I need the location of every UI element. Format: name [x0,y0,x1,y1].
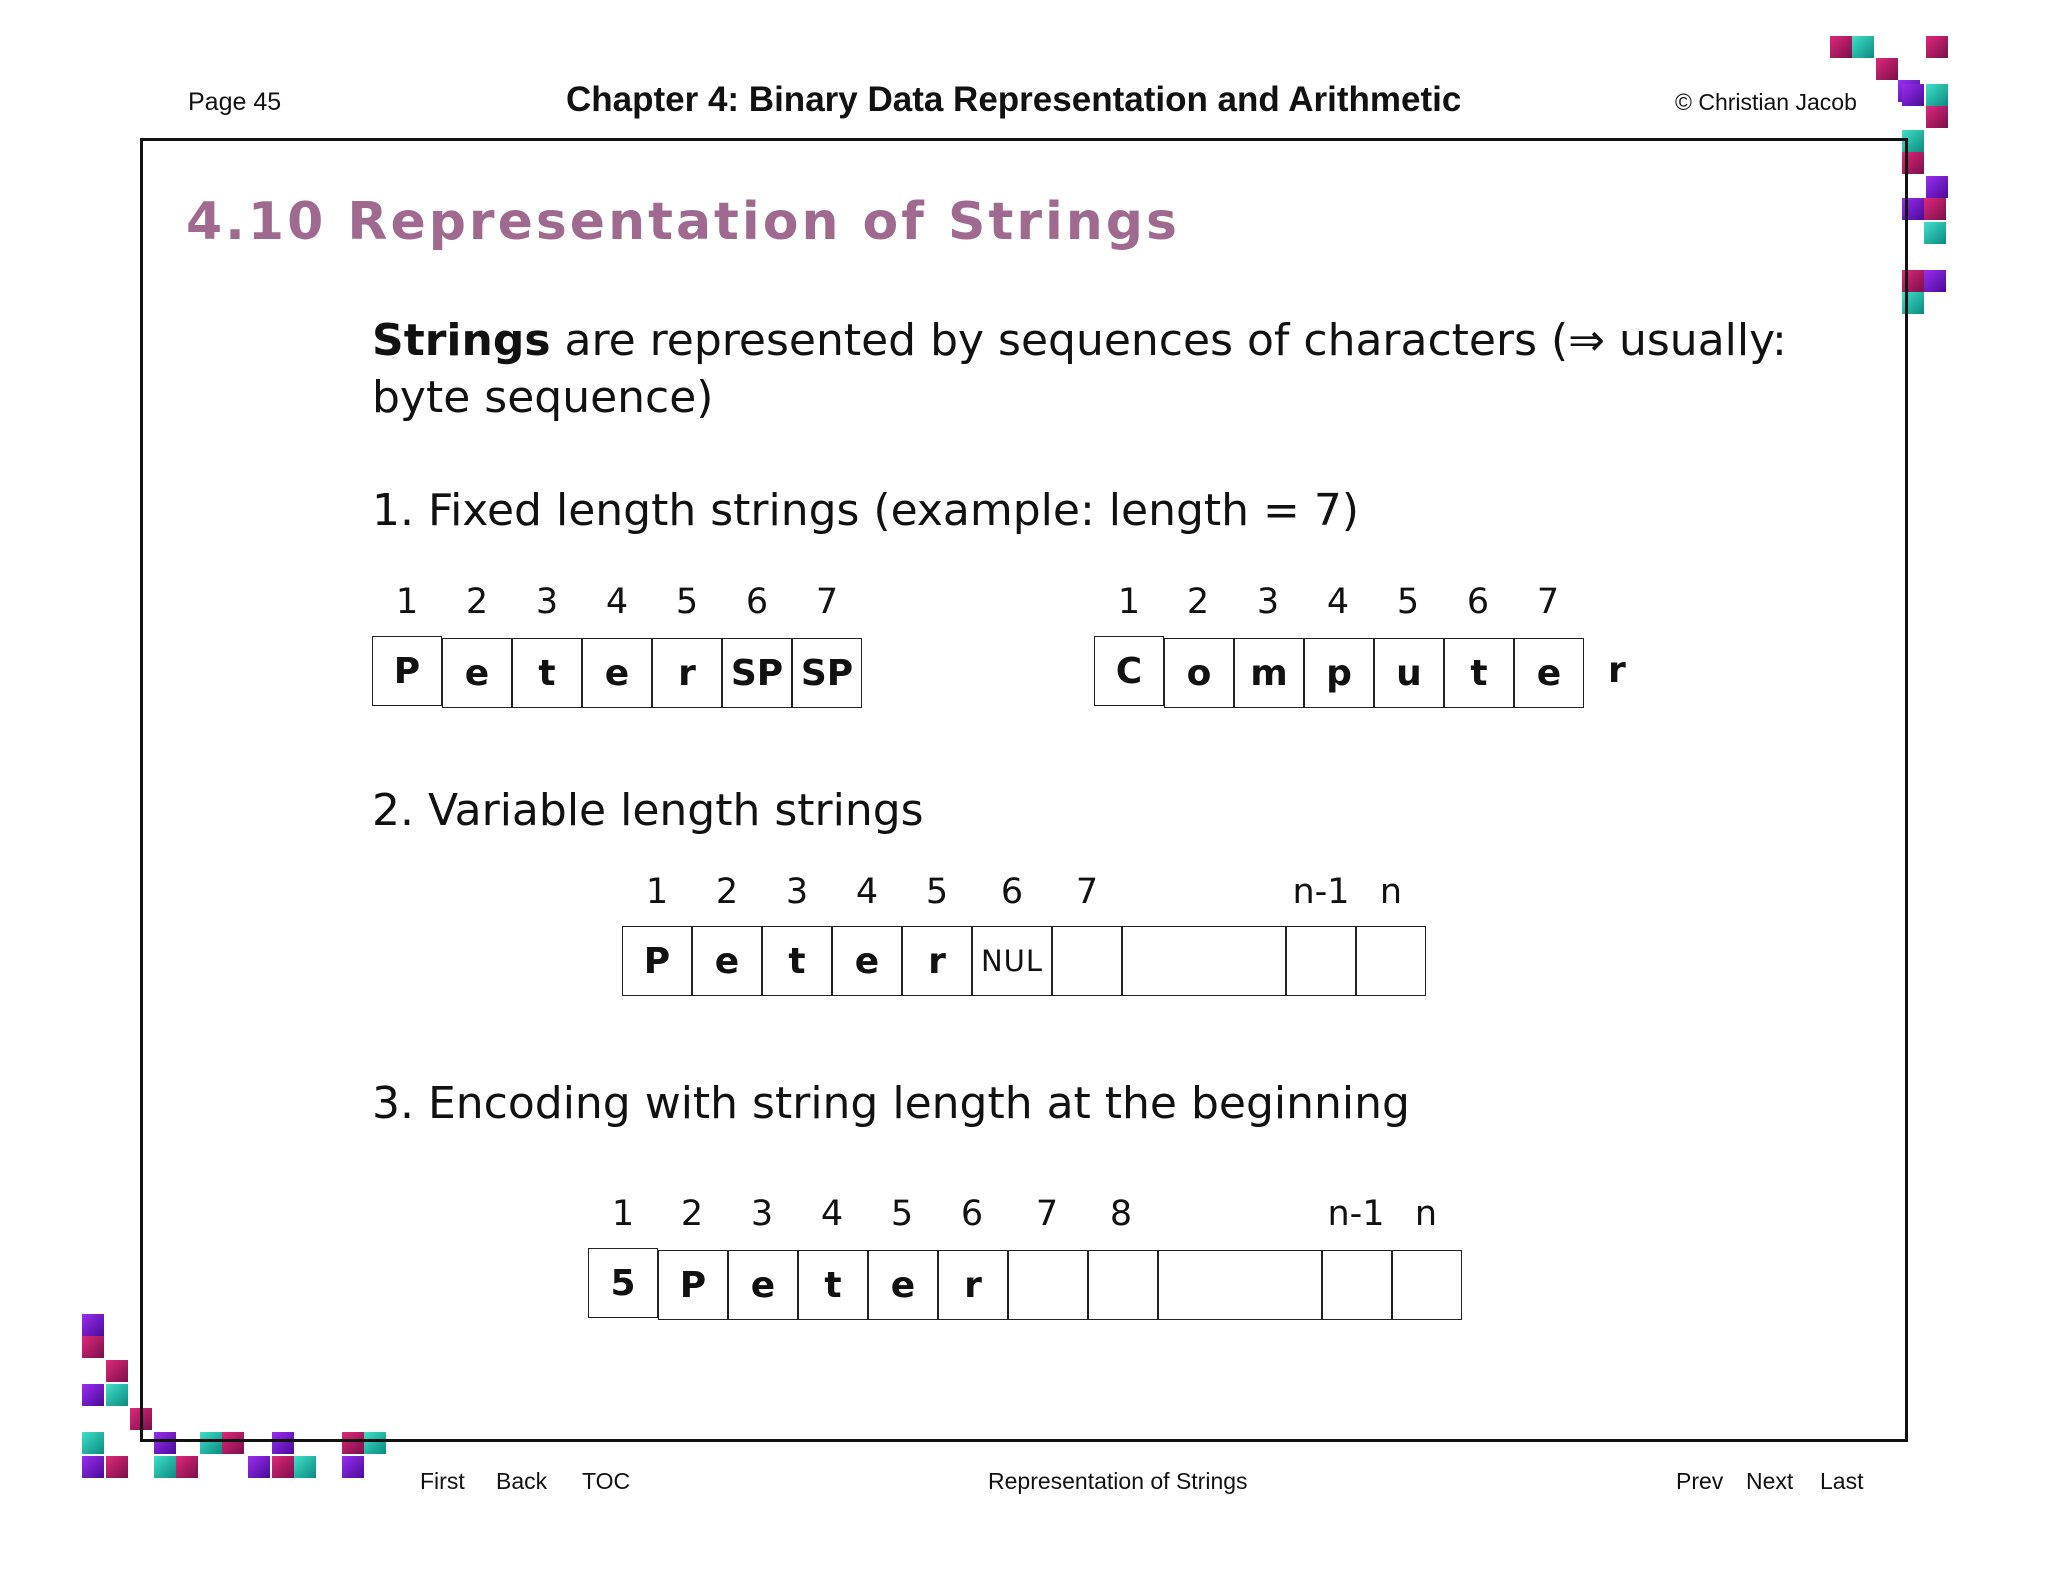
char-cell: o [1164,638,1234,708]
index-label: 7 [1075,872,1099,912]
index-label: n [1379,872,1403,912]
intro-paragraph [372,312,1872,426]
char-cell: C [1094,636,1164,706]
nul-terminator-cell: NUL [972,926,1052,996]
footer-title: Representation of Strings [988,1468,1248,1494]
item-fixed-heading: 1. Fixed length strings (example: length = 7) [372,485,1360,536]
index-label: 1 [395,582,419,622]
item-variable-heading: 2. Variable length strings [372,785,924,836]
nav-first-link[interactable]: First [420,1468,465,1494]
char-cell: e [728,1250,798,1320]
index-label: 2 [1186,582,1210,622]
char-cell: P [372,636,442,706]
gap-cell [1158,1250,1322,1320]
char-cell: u [1374,638,1444,708]
char-cell: P [622,926,692,996]
index-label: 3 [535,582,559,622]
index-label: 6 [1466,582,1490,622]
char-cell: e [442,638,512,708]
item-encoding-heading: 3. Encoding with string length at the beginning [372,1078,1410,1129]
gap-cell [1122,926,1286,996]
index-label: 6 [745,582,769,622]
section-title: 4.10 Representation of Strings [186,192,1180,252]
index-label: 4 [605,582,629,622]
nav-toc-link[interactable]: TOC [582,1468,631,1494]
length-cell: 5 [588,1248,658,1318]
index-label: 6 [960,1194,984,1234]
empty-cell [1052,926,1122,996]
char-cell: SP [722,638,792,708]
index-label: 4 [1326,582,1350,622]
nav-next-link[interactable]: Next [1746,1468,1794,1494]
char-cell: P [658,1250,728,1320]
empty-cell [1322,1250,1392,1320]
index-label: 4 [855,872,879,912]
char-cell: r [902,926,972,996]
index-label: 5 [675,582,699,622]
overflow-char: r [1608,650,1626,691]
index-label: 8 [1109,1194,1133,1234]
index-label: 1 [1117,582,1141,622]
index-label: 2 [715,872,739,912]
char-cell: e [832,926,902,996]
index-label: 5 [890,1194,914,1234]
empty-cell [1008,1250,1088,1320]
index-label: 4 [820,1194,844,1234]
copyright-notice: © Christian Jacob [1675,89,1857,115]
index-label: 7 [815,582,839,622]
char-cell: e [692,926,762,996]
index-label: 2 [680,1194,704,1234]
index-label: n [1414,1194,1438,1234]
char-cell: t [512,638,582,708]
index-label: 3 [785,872,809,912]
index-label: 1 [645,872,669,912]
index-label: 3 [1256,582,1280,622]
empty-cell [1088,1250,1158,1320]
char-cell: e [582,638,652,708]
char-cell: e [1514,638,1584,708]
char-cell: m [1234,638,1304,708]
empty-cell [1286,926,1356,996]
nav-last-link[interactable]: Last [1820,1468,1864,1494]
index-label: 7 [1536,582,1560,622]
intro-rest: are represented by sequences of characters (⇒ usually: byte sequence) [372,315,1787,423]
char-cell: t [762,926,832,996]
char-cell: r [652,638,722,708]
char-cell: e [868,1250,938,1320]
chapter-title: Chapter 4: Binary Data Representation and Arithmetic [566,80,1462,119]
char-cell: p [1304,638,1374,708]
char-cell: t [798,1250,868,1320]
nav-back-link[interactable]: Back [496,1468,548,1494]
index-label: 5 [1396,582,1420,622]
index-label: 7 [1035,1194,1059,1234]
empty-cell [1356,926,1426,996]
index-label: 1 [611,1194,635,1234]
page-number: Page 45 [188,88,282,116]
index-label: 5 [925,872,949,912]
char-cell: t [1444,638,1514,708]
index-label: 6 [1000,872,1024,912]
char-cell: r [938,1250,1008,1320]
intro-bold-term: Strings [372,315,551,366]
char-cell: SP [792,638,862,708]
index-label: 2 [465,582,489,622]
index-label: n-1 [1327,1194,1385,1234]
nav-prev-link[interactable]: Prev [1676,1468,1724,1494]
index-label: 3 [750,1194,774,1234]
index-label: n-1 [1292,872,1350,912]
empty-cell [1392,1250,1462,1320]
